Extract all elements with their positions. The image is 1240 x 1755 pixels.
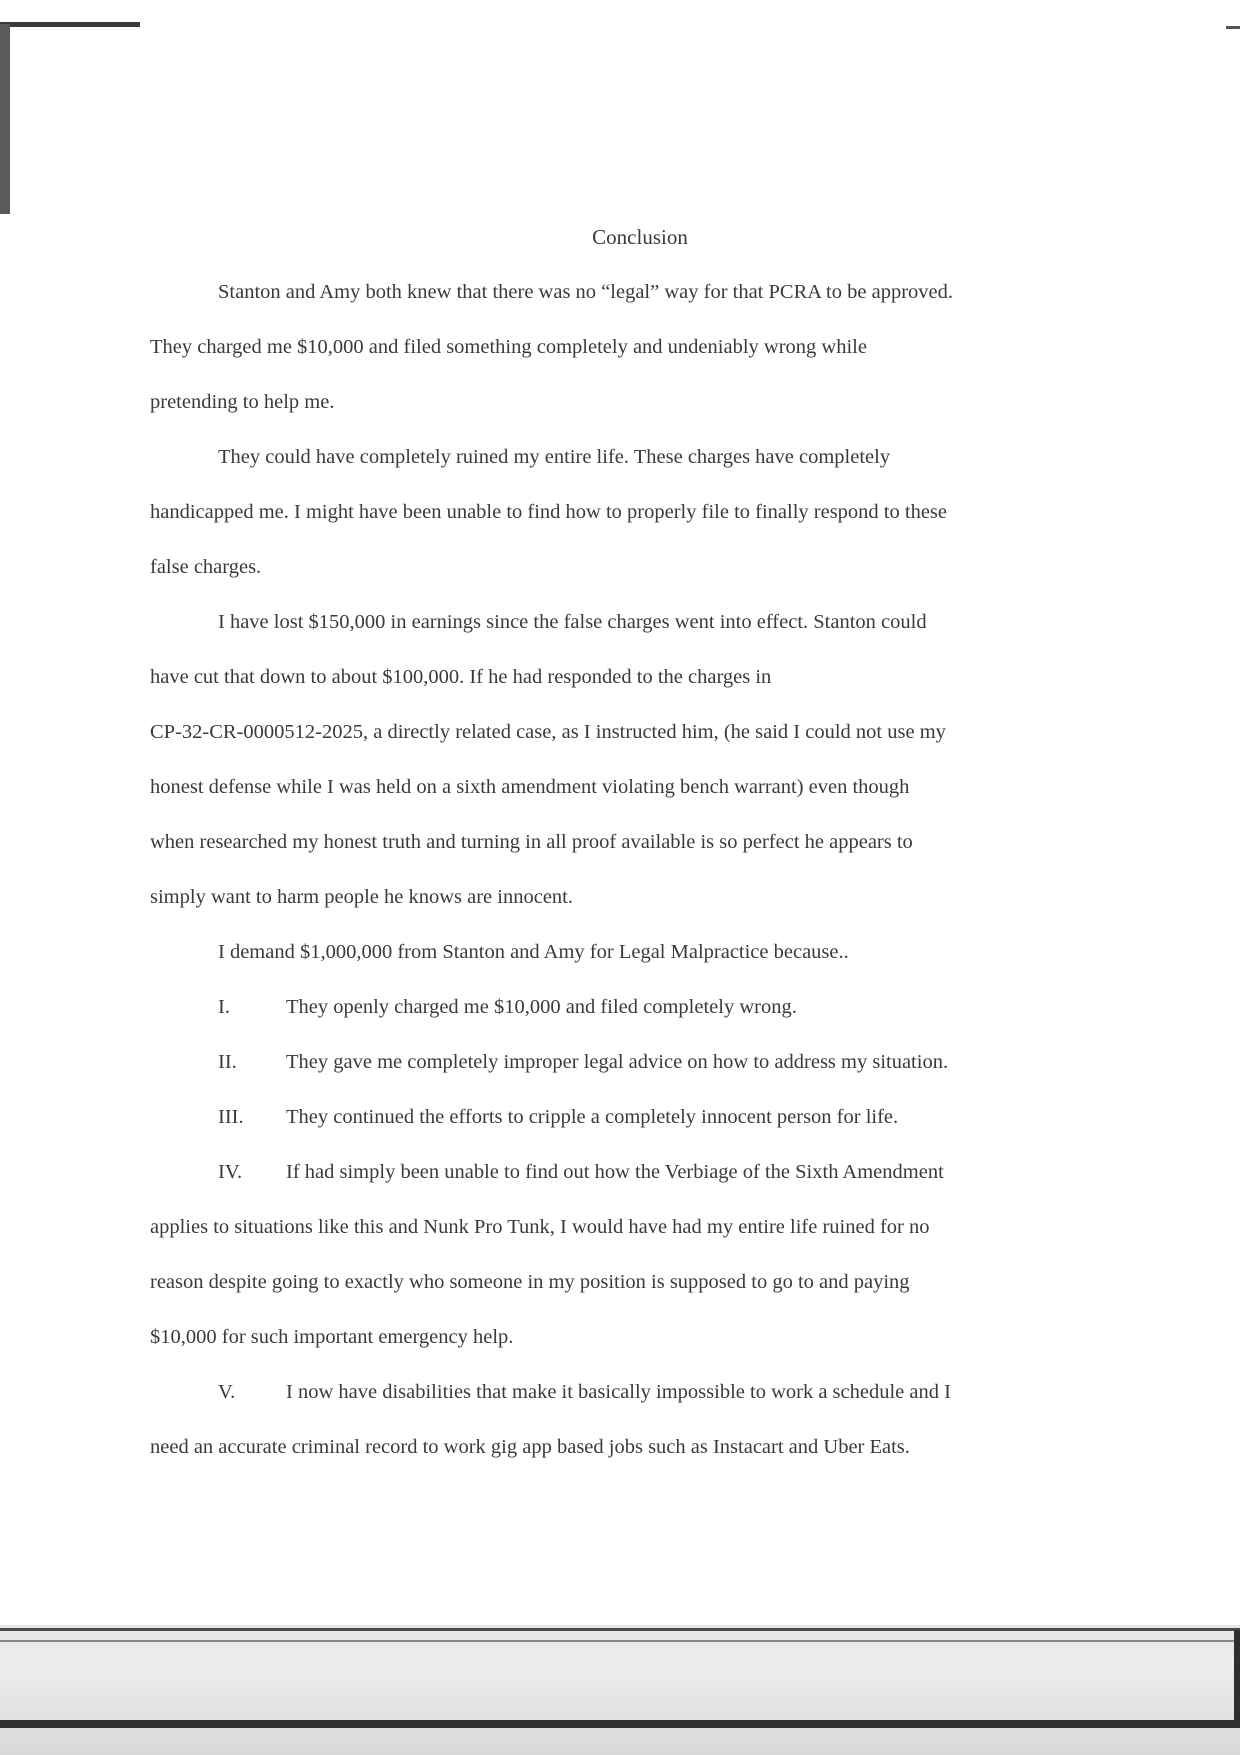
text-line: need an accurate criminal record to work gig app based jobs such as Instacart and Uber Eats.: [150, 1436, 910, 1458]
scan-top-edge: [0, 22, 140, 27]
text-line: I have lost $150,000 in earnings since the false charges went into effect. Stanton could: [218, 611, 927, 633]
list-number: II.: [218, 1051, 237, 1073]
scan-bottom-strip: [0, 1625, 1240, 1755]
list-text: They openly charged me $10,000 and filed completely wrong.: [286, 996, 797, 1018]
paragraph-2: [150, 430, 1050, 595]
list-text: If had simply been unable to find out how the Verbiage of the Sixth Amendment: [286, 1161, 944, 1183]
paragraph-3: [150, 595, 1050, 925]
text-line: They charged me $10,000 and filed something completely and undeniably wrong while: [150, 336, 867, 358]
list-item: [150, 1090, 1050, 1145]
text-line: when researched my honest truth and turning in all proof available is so perfect he appears to: [150, 831, 913, 853]
text-line: I demand $1,000,000 from Stanton and Amy for Legal Malpractice because..: [218, 941, 849, 963]
scan-bottom-edge: [0, 1640, 1240, 1642]
list-text: They gave me completely improper legal advice on how to address my situation.: [286, 1051, 949, 1073]
text-line: CP-32-CR-0000512-2025, a directly related case, as I instructed him, (he said I could not use my: [150, 721, 946, 743]
scan-bottom-edge: [0, 1720, 1240, 1728]
scan-left-shadow: [0, 24, 10, 214]
text-line: reason despite going to exactly who someone in my position is supposed to go to and paying: [150, 1271, 910, 1293]
scan-bottom-edge: [0, 1628, 1240, 1631]
list-number: IV.: [218, 1161, 243, 1183]
scan-right-edge: [1234, 1630, 1240, 1725]
list-text: They continued the efforts to cripple a completely innocent person for life.: [286, 1106, 899, 1128]
numbered-list: [150, 980, 1050, 1475]
list-item: [150, 1365, 1050, 1420]
text-line: Stanton and Amy both knew that there was no “legal” way for that PCRA to be approved.: [218, 281, 953, 303]
list-item: [150, 1145, 1050, 1200]
text-line: $10,000 for such important emergency help.: [150, 1326, 514, 1348]
list-number: V.: [218, 1381, 236, 1403]
text-line: have cut that down to about $100,000. If he had responded to the charges in: [150, 666, 772, 688]
paragraph-1: [150, 265, 1050, 430]
document-page: [150, 210, 1050, 1475]
text-line: They could have completely ruined my entire life. These charges have completely: [218, 446, 891, 468]
list-text: I now have disabilities that make it basically impossible to work a schedule and I: [286, 1381, 951, 1403]
list-number: III.: [218, 1106, 244, 1128]
page-title: Conclusion: [592, 225, 688, 249]
text-line: handicapped me. I might have been unable to find how to properly file to finally respond to these: [150, 501, 947, 523]
text-line: simply want to harm people he knows are innocent.: [150, 886, 573, 908]
list-item: [150, 1035, 1050, 1090]
text-line: honest defense while I was held on a sixth amendment violating bench warrant) even though: [150, 776, 910, 798]
text-line: applies to situations like this and Nunk Pro Tunk, I would have had my entire life ruined for no: [150, 1216, 930, 1238]
paragraph-4: [150, 925, 1050, 980]
text-line: pretending to help me.: [150, 391, 335, 413]
text-line: false charges.: [150, 556, 262, 578]
scan-right-mark: [1226, 26, 1240, 29]
list-number: I.: [218, 996, 230, 1018]
list-item: [150, 980, 1050, 1035]
